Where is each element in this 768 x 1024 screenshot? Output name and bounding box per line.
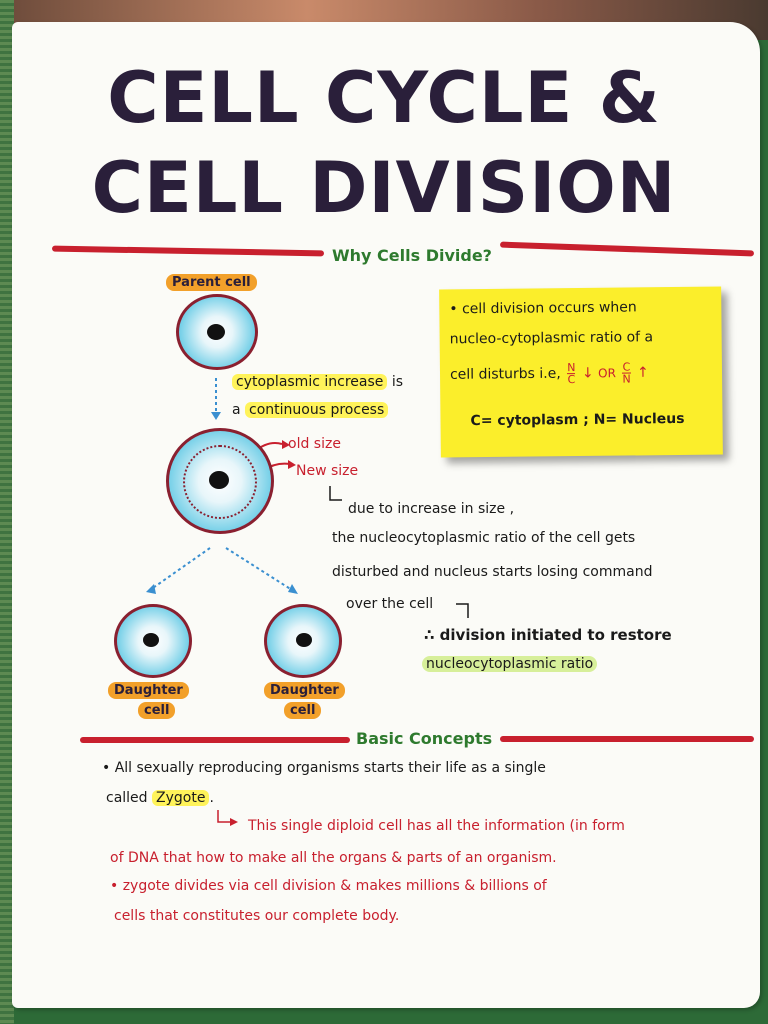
explanation-line-3: disturbed and nucleus starts losing command — [332, 564, 653, 580]
page-title-line2: CELL DIVISION — [91, 147, 677, 229]
or-text: OR — [598, 366, 616, 381]
concept-1-period: . — [209, 790, 214, 806]
up-arrow-icon: ↑ — [636, 364, 649, 381]
explanation-line-1: due to increase in size , — [348, 501, 515, 517]
daughter-cell-right-label2: cell — [284, 702, 321, 719]
concept-1-sub-line-1: This single diploid cell has all the information (in form — [248, 818, 625, 834]
daughter-cell-left-diagram — [114, 604, 192, 678]
concept-2-line-1: • zygote divides via cell division & makes millions & billions of — [110, 878, 547, 894]
concept-1-called: called — [106, 790, 153, 806]
down-arrow-icon: ↓ — [581, 365, 594, 382]
cytoplasmic-increase-note — [232, 374, 403, 390]
note-line-1: • cell division occurs when — [449, 299, 637, 318]
explanation-line-2: the nucleocytoplasmic ratio of the cell gets — [332, 530, 636, 546]
daughter-cell-right-label: Daughter — [264, 682, 345, 699]
nucleus — [296, 633, 312, 647]
growing-cell-diagram — [166, 428, 274, 534]
note-line-3 — [450, 361, 649, 386]
nucleus — [209, 471, 229, 489]
explanation-line-4: over the cell — [346, 596, 434, 612]
daughter-cell-right-diagram — [264, 604, 342, 678]
note-legend: C= cytoplasm ; N= Nucleus — [470, 410, 685, 430]
nucleus — [143, 633, 159, 647]
daughter-cell-left-label: Daughter — [108, 682, 189, 699]
concept-1-sub-line-2: of DNA that how to make all the organs & parts of an organism. — [110, 850, 557, 866]
section-heading-basic-concepts: Basic Concepts — [352, 729, 496, 748]
continuous-process-highlight: continuous process — [245, 402, 388, 418]
concept-1-line-1: • All sexually reproducing organisms starts their life as a single — [102, 760, 546, 776]
parent-cell-label: Parent cell — [166, 274, 257, 291]
page-title-line1: CELL CYCLE & — [107, 57, 661, 139]
conclusion-line-2 — [422, 656, 597, 672]
nucleocytoplasmic-ratio-highlight: nucleocytoplasmic ratio — [422, 656, 597, 672]
concept-1-line-2 — [106, 790, 214, 806]
fraction-c-over-n: $\frac{C}{N}$ — [622, 360, 631, 386]
note-line-3-text: cell disturbs i.e, — [449, 365, 561, 383]
conclusion-line-1: ∴ division initiated to restore — [424, 626, 672, 644]
sticky-note — [439, 287, 723, 458]
cytoplasmic-increase-highlight: cytoplasmic increase — [232, 374, 387, 390]
cytoplasmic-note-rest: is — [387, 374, 404, 390]
section-heading-why-cells-divide: Why Cells Divide? — [328, 246, 496, 265]
section2-rule-right — [500, 736, 754, 742]
zygote-highlight: Zygote — [152, 790, 209, 806]
section2-rule-left — [80, 737, 350, 743]
daughter-cell-left-label2: cell — [138, 702, 175, 719]
new-size-label: New size — [296, 463, 359, 479]
old-size-label: old size — [288, 436, 341, 452]
concept-2-line-2: cells that constitutes our complete body. — [114, 908, 400, 924]
fraction-n-over-c: $\frac{N}{C}$ — [567, 361, 576, 387]
note-line-2: nucleo-cytoplasmic ratio of a — [449, 329, 654, 348]
continuous-process-prefix: a — [232, 402, 246, 418]
continuous-process-note — [232, 402, 388, 418]
